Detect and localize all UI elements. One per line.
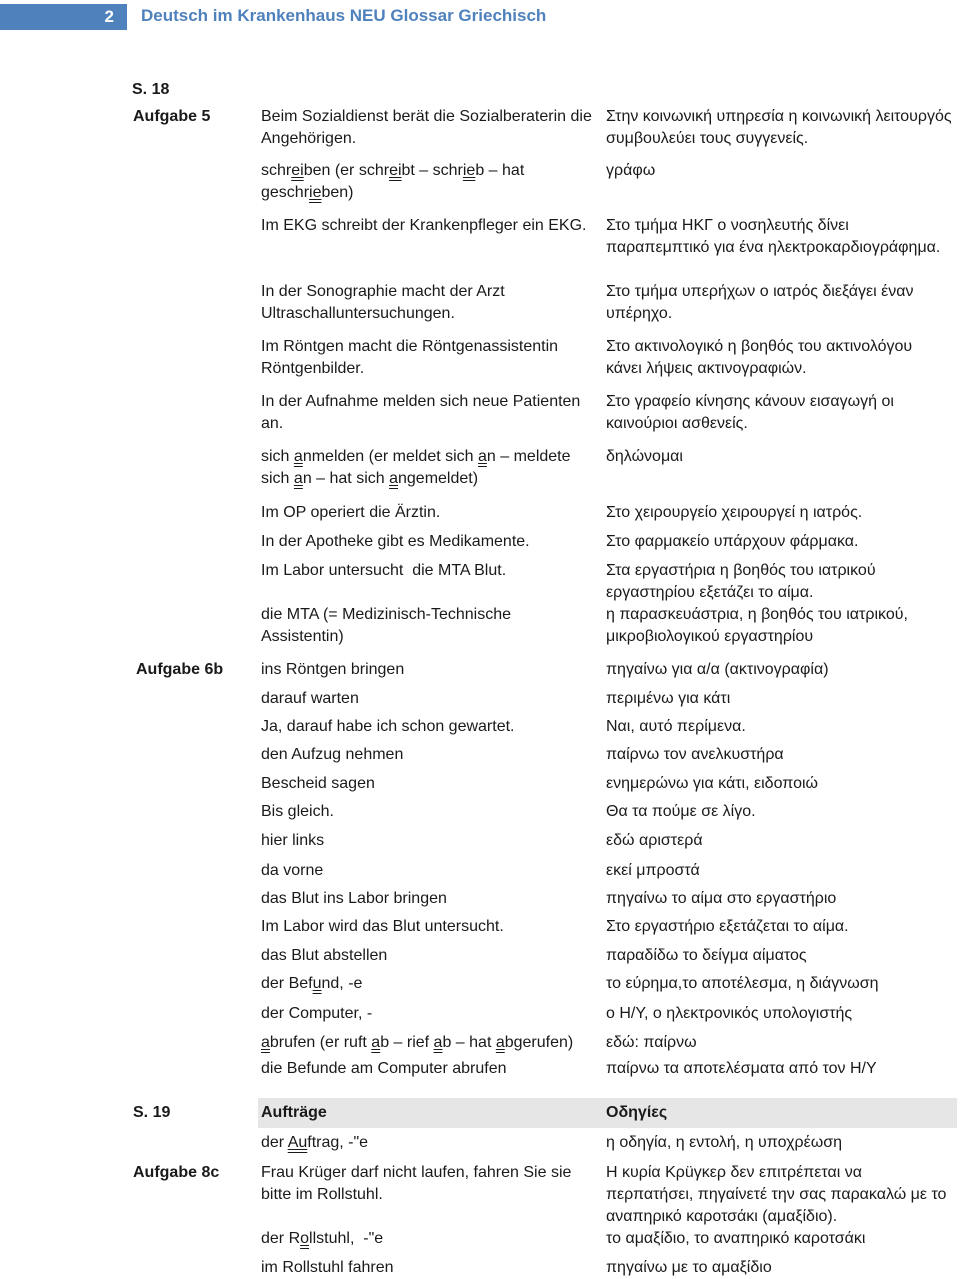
greek-text: πηγαίνω το αίμα στο εργαστήριο xyxy=(606,890,837,907)
greek-text: το εύρημα,το αποτέλεσμα, η διάγνωση xyxy=(606,975,879,992)
german-text: Ja, darauf habe ich schon gewartet. xyxy=(261,718,515,735)
german-text: darauf warten xyxy=(261,690,359,707)
greek-text: γράφω xyxy=(606,162,656,179)
german-text: Im Labor untersucht die MTA Blut. xyxy=(261,562,507,579)
german-text: abrufen (er ruft ab – rief ab – hat abgerufen) xyxy=(261,1034,574,1051)
german-text: Beim Sozialdienst berät die Sozialberaterin die Angehörigen. xyxy=(261,108,592,147)
greek-text: Στο χειρουργείο χειρουργεί η ιατρός. xyxy=(606,504,863,521)
german-text: Im EKG schreibt der Krankenpfleger ein EKG. xyxy=(261,217,587,234)
german-text: schreiben (er schreibt – schrieb – hat geschrieben) xyxy=(261,162,525,201)
greek-text: δηλώνομαι xyxy=(606,448,683,465)
german-text: In der Apotheke gibt es Medikamente. xyxy=(261,533,530,550)
greek-text: Θα τα πούμε σε λίγο. xyxy=(606,803,756,820)
greek-text: η οδηγία, η εντολή, η υποχρέωση xyxy=(606,1134,842,1151)
greek-text: Στο εργαστήριο εξετάζεται το αίμα. xyxy=(606,918,849,935)
greek-text: Στο φαρμακείο υπάρχουν φάρμακα. xyxy=(606,533,859,550)
german-text: da vorne xyxy=(261,862,324,879)
greek-text: Η κυρία Κρüγκερ δεν επιτρέπεται να περπατήσει, πηγαίνετέ την σας παρακαλώ με το αναπηρικό καροτσάκι (αμαξίδιο). xyxy=(606,1164,947,1225)
greek-text: η παρασκευάστρια, η βοηθός του ιατρικού, μικροβιολογικού εργαστηρίου xyxy=(606,606,908,645)
german-text: die Befunde am Computer abrufen xyxy=(261,1060,507,1077)
task-label-aufgabe-5: Aufgabe 5 xyxy=(133,108,211,125)
german-text: Im Labor wird das Blut untersucht. xyxy=(261,918,504,935)
greek-heading: Οδηγίες xyxy=(606,1104,668,1121)
greek-text: ενημερώνω για κάτι, ειδοποιώ xyxy=(606,775,819,792)
greek-text: Στα εργαστήρια η βοηθός του ιατρικού εργαστηρίου εξετάζει το αίμα. xyxy=(606,562,876,601)
german-text: ins Röntgen bringen xyxy=(261,661,405,678)
german-text: der Rollstuhl, -"e xyxy=(261,1230,384,1247)
task-label-aufgabe-6b: Aufgabe 6b xyxy=(136,661,224,678)
section-label-s19: S. 19 xyxy=(133,1104,171,1121)
greek-text: εδώ: παίρνω xyxy=(606,1034,697,1051)
german-text: hier links xyxy=(261,832,325,849)
greek-text: παραδίδω το δείγμα αίματος xyxy=(606,947,807,964)
german-text: sich anmelden (er meldet sich an – meldete sich an – hat sich angemeldet) xyxy=(261,448,571,487)
german-text: Im Röntgen macht die Röntgenassistentin Röntgenbilder. xyxy=(261,338,559,377)
german-text: Frau Krüger darf nicht laufen, fahren Sie sie bitte im Rollstuhl. xyxy=(261,1164,572,1203)
task-label-aufgabe-8c: Aufgabe 8c xyxy=(133,1164,220,1181)
greek-text: Στην κοινωνική υπηρεσία η κοινωνική λειτουργός συμβουλεύει τους συγγενείς. xyxy=(606,108,952,147)
document-title: Deutsch im Krankenhaus NEU Glossar Griechisch xyxy=(141,6,547,25)
german-text: In der Aufnahme melden sich neue Patienten an. xyxy=(261,393,581,432)
greek-text: Στο τμήμα υπερήχων ο ιατρός διεξάγει έναν υπέρηχο. xyxy=(606,283,914,322)
greek-text: Στο γραφείο κίνησης κάνουν εισαγωγή οι καινούριοι ασθενείς. xyxy=(606,393,894,432)
german-text: der Computer, - xyxy=(261,1005,373,1022)
section-label-s18: S. 18 xyxy=(132,81,170,98)
greek-text: πηγαίνω για α/α (ακτινογραφία) xyxy=(606,661,829,678)
german-heading: Aufträge xyxy=(261,1104,327,1121)
german-text: Bis gleich. xyxy=(261,803,334,820)
greek-text: πηγαίνω με το αμαξίδιο xyxy=(606,1259,772,1276)
greek-text: Ναι, αυτό περίμενα. xyxy=(606,718,746,735)
greek-text: εδώ αριστερά xyxy=(606,832,703,849)
german-text: im Rollstuhl fahren xyxy=(261,1259,394,1276)
greek-text: παίρνω τον ανελκυστήρα xyxy=(606,746,784,763)
greek-text: ο Η/Υ, ο ηλεκτρονικός υπολογιστής xyxy=(606,1005,853,1022)
german-text: das Blut ins Labor bringen xyxy=(261,890,447,907)
german-text: den Aufzug nehmen xyxy=(261,746,404,763)
greek-text: περιμένω για κάτι xyxy=(606,690,731,707)
german-text: die MTA (= Medizinisch-Technische Assistentin) xyxy=(261,606,512,645)
page-header xyxy=(0,0,960,30)
german-text: Bescheid sagen xyxy=(261,775,375,792)
greek-text: παίρνω τα αποτελέσματα από τον Η/Υ xyxy=(606,1060,877,1077)
german-text: der Befund, -e xyxy=(261,975,363,992)
greek-text: εκεί μπροστά xyxy=(606,862,700,879)
german-text: das Blut abstellen xyxy=(261,947,388,964)
page-number: 2 xyxy=(0,4,127,30)
german-text: Im OP operiert die Ärztin. xyxy=(261,504,441,521)
greek-text: Στο τμήμα ΗΚΓ ο νοσηλευτής δίνει παραπεμπτικό για ένα ηλεκτροκαρδιογράφημα. xyxy=(606,217,941,256)
german-text: In der Sonographie macht der Arzt Ultraschalluntersuchungen. xyxy=(261,283,505,322)
german-text: der Auftrag, -"e xyxy=(261,1134,369,1151)
greek-text: το αμαξίδιο, το αναπηρικό καροτσάκι xyxy=(606,1230,866,1247)
greek-text: Στο ακτινολογικό η βοηθός του ακτινολόγου κάνει λήψεις ακτινογραφιών. xyxy=(606,338,913,377)
